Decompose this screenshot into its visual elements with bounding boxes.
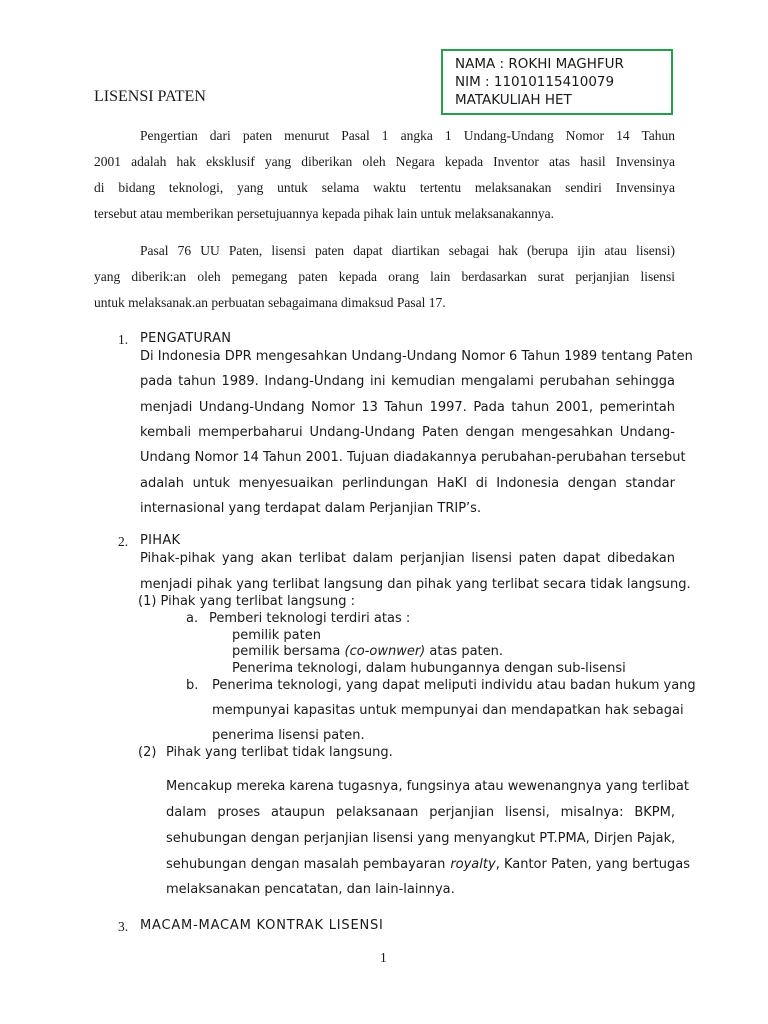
section-1-line: Undang Nomor 14 Tahun 2001. Tujuan diadakannya perubahan-perubahan tersebut [140, 450, 686, 465]
section-1-line: Di Indonesia DPR mengesahkan Undang-Undang Nomor 6 Tahun 1989 tentang Paten [140, 349, 693, 364]
section-1-line: internasional yang terdapat dalam Perjanjian TRIP’s. [140, 501, 482, 516]
section-2-line: Pihak-pihak yang akan terlibat dalam perjanjian lisensi paten dapat dibedakan [140, 551, 675, 566]
intro2-line: Pasal 76 UU Paten, lisensi paten dapat diartikan sebagai hak (berupa ijin atau lisensi) [140, 243, 675, 258]
para4-prefix: sehubungan dengan masalah pembayaran [166, 857, 446, 872]
page-number: 1 [380, 950, 387, 965]
item-a-text: Pemberi teknologi terdiri atas : [209, 611, 411, 626]
section-1-line: pada tahun 1989. Indang-Undang ini kemudian mengalami perubahan sehingga [140, 374, 675, 389]
sub-item-2: Pihak yang terlibat tidak langsung. [166, 745, 393, 760]
section-2-heading: PIHAK [140, 533, 181, 548]
section-1-number: 1. [118, 332, 129, 347]
section-1-line: kembali memperbaharui Undang-Undang Paten dengan mengesahkan Undang- [140, 425, 675, 440]
indirect-para-line: sehubungan dengan perjanjian lisensi yang menyangkut PT.PMA, Dirjen Pajak, [166, 831, 676, 846]
indirect-para-line: melaksanakan pencatatan, dan lain-lainnya. [166, 882, 455, 897]
section-1-heading: PENGATURAN [140, 331, 232, 346]
item-b-line: mempunyai kapasitas untuk mempunyai dan mendapatkan hak sebagai [212, 703, 684, 718]
section-2-line: menjadi pihak yang terlibat langsung dan pihak yang terlibat secara tidak langsung. [140, 577, 691, 592]
item-a-list-1: pemilik paten [232, 628, 321, 643]
indirect-para-line-4 [166, 857, 691, 872]
sub-item-1: (1) Pihak yang terlibat langsung : [138, 594, 356, 609]
indirect-para-line: Mencakup mereka karena tugasnya, fungsinya atau wewenangnya yang terlibat [166, 779, 689, 794]
list-2-suffix: atas paten. [429, 644, 504, 659]
course-name: MATAKULIAH HET [455, 92, 572, 108]
item-a-list-3: Penerima teknologi, dalam hubungannya dengan sub-lisensi [232, 661, 626, 676]
intro-line: Pengertian dari paten menurut Pasal 1 angka 1 Undang-Undang Nomor 14 Tahun [140, 128, 675, 143]
intro-line: tersebut atau memberikan persetujuannya kepada pihak lain untuk melaksanakannya. [94, 206, 554, 221]
sub-item-2-marker: (2) [138, 745, 157, 760]
page-title: LISENSI PATEN [94, 88, 206, 105]
section-3-heading: MACAM-MACAM KONTRAK LISENSI [140, 918, 384, 933]
para4-suffix: , Kantor Paten, yang bertugas [495, 857, 691, 872]
identity-box [441, 49, 673, 115]
indirect-para-line: dalam proses ataupun pelaksanaan perjanjian lisensi, misalnya: BKPM, [166, 805, 675, 820]
list-2-prefix: pemilik bersama [232, 644, 341, 659]
intro2-line: untuk melaksanak.an perbuatan sebagaimana dimaksud Pasal 17. [94, 295, 446, 310]
intro2-line: yang diberik:an oleh pemegang paten kepada orang lain berdasarkan surat perjanjian lisensi [94, 269, 675, 284]
item-b-line: penerima lisensi paten. [212, 728, 365, 743]
section-1-line: adalah untuk menyesuaikan perlindungan HaKI di Indonesia dengan standar [140, 476, 675, 491]
item-b-line: Penerima teknologi, yang dapat meliputi individu atau badan hukum yang [212, 678, 696, 693]
item-a-list-2 [232, 644, 503, 659]
para4-rest [445, 857, 690, 872]
section-2-number: 2. [118, 534, 129, 549]
intro-line: 2001 adalah hak eksklusif yang diberikan oleh Negara kepada Inventor atas hasil Invensinya [94, 154, 675, 169]
list-2-italic: (co-ownwer) [344, 644, 426, 659]
section-1-line: menjadi Undang-Undang Nomor 13 Tahun 1997. Pada tahun 2001, pemerintah [140, 400, 675, 415]
student-name: NAMA : ROKHI MAGHFUR [455, 56, 624, 72]
intro-line: di bidang teknologi, yang untuk selama waktu tertentu melaksanakan sendiri Invensinya [94, 180, 675, 195]
item-a-marker: a. [186, 611, 199, 626]
student-nim: NIM : 11010115410079 [455, 74, 615, 90]
para4-italic: royalty [450, 857, 496, 872]
section-3-number: 3. [118, 919, 129, 934]
item-b-marker: b. [186, 678, 199, 693]
